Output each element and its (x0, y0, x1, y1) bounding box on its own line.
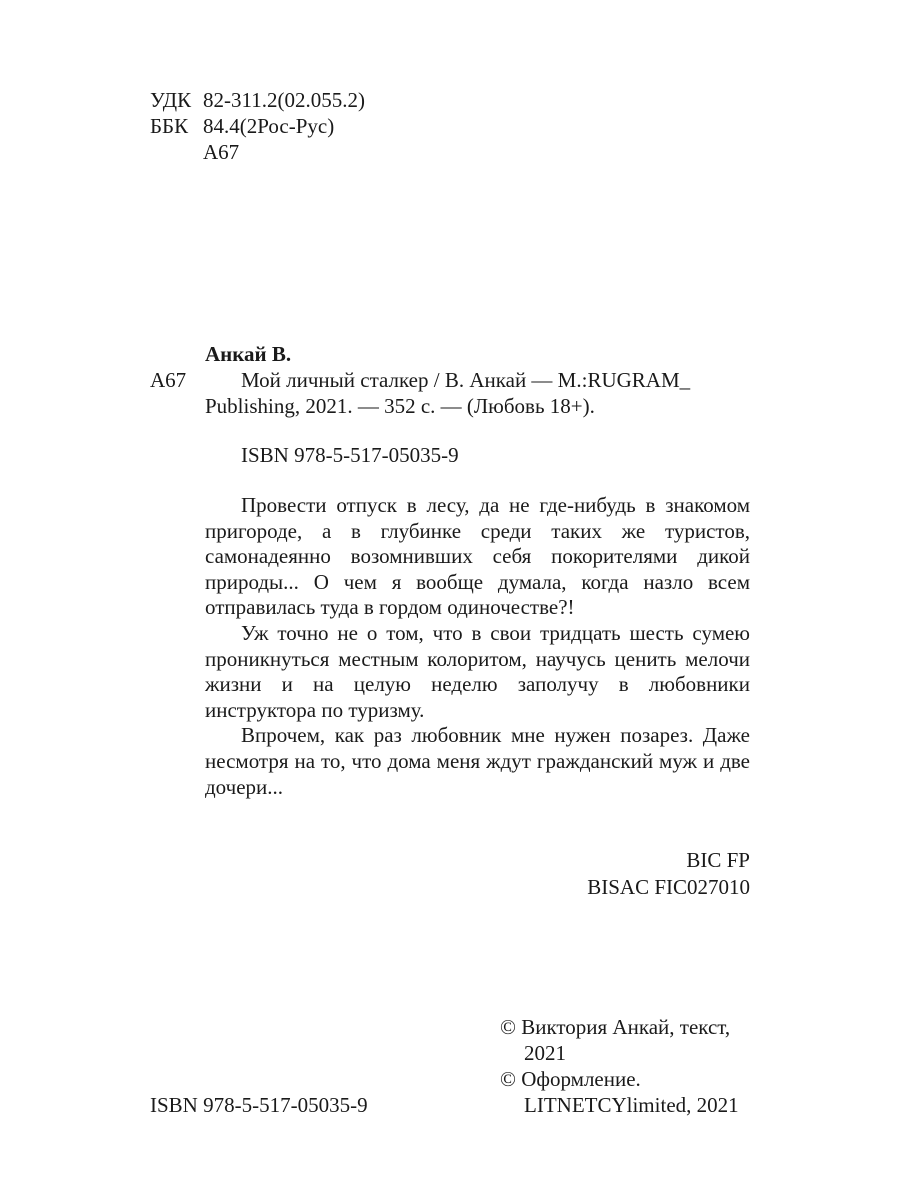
copyright-design-line-1: © Оформление. (500, 1067, 641, 1091)
copyright-text-line-2: 2021 (524, 1041, 566, 1065)
bic-code: BIC FP (686, 848, 750, 872)
bbk-line (150, 113, 334, 139)
bisac-code: BISAC FIC027010 (587, 875, 750, 899)
annotation-paragraph-1: Провести отпуск в лесу, да не где-нибудь в знакомом пригороде, а в глубинке среди таких же туристов, самонадеянно возомнивших себя покорителями дикой природы... О чем я вообще думала, когда назло всем отправилась туда в гордом одиночестве?! (205, 493, 750, 620)
copyright-text-line-1: © Виктория Анкай, текст, (500, 1015, 731, 1039)
udk-label: УДК (150, 88, 192, 112)
udk-value: 82-311.2(02.055.2) (203, 88, 365, 112)
record-author: Анкай В. (205, 342, 292, 366)
bbk-value: 84.4(2Рос-Рус) (203, 114, 335, 138)
record-title-line-1: Мой личный сталкер / В. Анкай — М.:RUGRAM_ (241, 368, 691, 392)
author-mark-code: А67 (203, 140, 240, 164)
udk-line (150, 87, 365, 113)
copyright-design-line-2: LITNETCYlimited, 2021 (524, 1093, 739, 1117)
bbk-label: ББК (150, 114, 189, 138)
record-mark: А67 (150, 368, 187, 392)
record-title-line-2: Publishing, 2021. — 352 с. — (Любовь 18+). (205, 394, 595, 418)
annotation (205, 493, 750, 800)
annotation-paragraph-2: Уж точно не о том, что в свои тридцать шесть сумею проникнуться местным колоритом, научусь ценить мелочи жизни и на целую неделю заполучу в любовники инструктора по туризму. (205, 620, 750, 722)
annotation-paragraph-3: Впрочем, как раз любовник мне нужен позарез. Даже несмотря на то, что дома меня ждут гражданский муж и две дочери... (205, 723, 750, 799)
copyright-text (500, 1014, 739, 1118)
record-isbn: ISBN 978-5-517-05035-9 (241, 443, 459, 467)
footer-isbn: ISBN 978-5-517-05035-9 (150, 1093, 368, 1117)
